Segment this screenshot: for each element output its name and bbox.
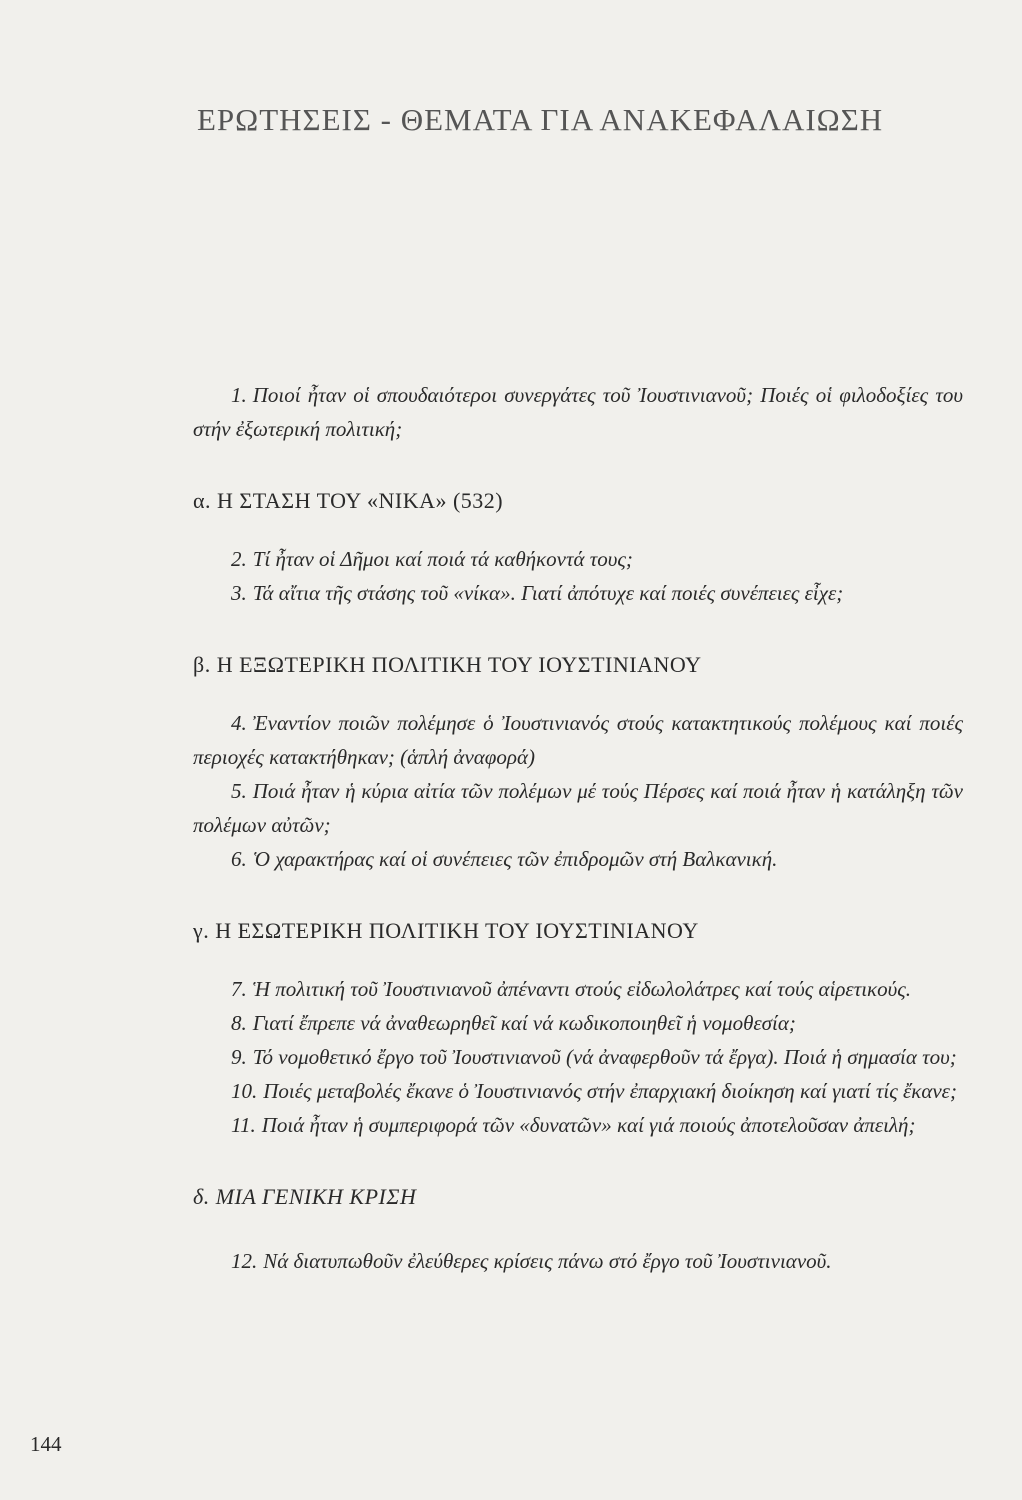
question-text: Ἡ πολιτική τοῦ Ἰουστινιανοῦ ἀπέναντι στούς εἰδωλολάτρες καί τούς αἱρετικούς. — [252, 977, 912, 1001]
question-text: Ἐναντίον ποιῶν πολέμησε ὁ Ἰουστινιανός στούς κατακτητικούς πολέμους καί ποιές περιοχές κατακτήθηκαν; (ἁπλή ἀναφορά) — [193, 711, 963, 769]
question-text: Ποιά ἦταν ἡ κύρια αἰτία τῶν πολέμων μέ τούς Πέρσες καί ποιά ἦταν ἡ κατάληξη τῶν πολέμων αὐτῶν; — [193, 779, 963, 837]
question-12 — [193, 1244, 963, 1278]
section-heading-a: α. Η ΣΤΑΣΗ ΤΟΥ «ΝΙΚΑ» (532) — [193, 488, 504, 513]
question-number: 10. — [231, 1079, 258, 1103]
question-3 — [193, 576, 963, 610]
question-number: 11. — [231, 1113, 256, 1137]
section-heading-c: γ. Η ΕΣΩΤΕΡΙΚΗ ΠΟΛΙΤΙΚΗ ΤΟΥ ΙΟΥΣΤΙΝΙΑΝΟΥ — [193, 918, 699, 943]
question-number: 6. — [231, 847, 247, 871]
page-title: ΕΡΩΤΗΣΕΙΣ - ΘΕΜΑΤΑ ΓΙΑ ΑΝΑΚΕΦΑΛΑΙΩΣΗ — [197, 102, 884, 137]
question-number: 7. — [231, 977, 247, 1001]
question-number: 1. — [231, 383, 247, 407]
question-4 — [193, 706, 963, 774]
question-number: 5. — [231, 779, 247, 803]
question-text: Ποιά ἦταν ἡ συμπεριφορά τῶν «δυνατῶν» καί γιά ποιούς ἀποτελοῦσαν ἀπειλή; — [261, 1113, 916, 1137]
question-10 — [193, 1074, 963, 1108]
page-number: 144 — [30, 1432, 62, 1456]
question-1 — [193, 378, 963, 446]
question-11 — [193, 1108, 963, 1142]
question-number: 9. — [231, 1045, 247, 1069]
question-6 — [193, 842, 963, 876]
section-heading-d: δ. ΜΙΑ ΓΕΝΙΚΗ ΚΡΙΣΗ — [193, 1184, 417, 1209]
question-9 — [193, 1040, 963, 1074]
question-text: Τά αἴτια τῆς στάσης τοῦ «νίκα». Γιατί ἀπότυχε καί ποιές συνέπειες εἶχε; — [252, 581, 844, 605]
question-2 — [193, 542, 963, 576]
question-text: Τό νομοθετικό ἔργο τοῦ Ἰουστινιανοῦ (νά ἀναφερθοῦν τά ἔργα). Ποιά ἡ σημασία του; — [252, 1045, 957, 1069]
question-8 — [193, 1006, 963, 1040]
question-number: 8. — [231, 1011, 247, 1035]
question-number: 2. — [231, 547, 247, 571]
question-text: Τί ἦταν οἱ Δῆμοι καί ποιά τά καθήκοντά τους; — [252, 547, 633, 571]
question-text: Ποιοί ἦταν οἱ σπουδαιότεροι συνεργάτες τοῦ Ἰουστινιανοῦ; Ποιές οἱ φιλοδοξίες του στήν ἐξωτερική πολιτική; — [193, 383, 963, 441]
question-text: Γιατί ἔπρεπε νά ἀναθεωρηθεῖ καί νά κωδικοποιηθεῖ ἡ νομοθεσία; — [252, 1011, 796, 1035]
question-number: 3. — [231, 581, 247, 605]
question-text: Ποιές μεταβολές ἔκανε ὁ Ἰουστινιανός στήν ἐπαρχιακή διοίκηση καί γιατί τίς ἔκανε; — [263, 1079, 957, 1103]
question-number: 4. — [231, 711, 247, 735]
questions-body — [193, 378, 963, 1278]
question-text: Ὁ χαρακτήρας καί οἱ συνέπειες τῶν ἐπιδρομῶν στή Βαλκανική. — [252, 847, 778, 871]
question-5 — [193, 774, 963, 842]
question-7 — [193, 972, 963, 1006]
section-heading-b: β. Η ΕΞΩΤΕΡΙΚΗ ΠΟΛΙΤΙΚΗ ΤΟΥ ΙΟΥΣΤΙΝΙΑΝΟΥ — [193, 652, 702, 677]
question-number: 12. — [231, 1249, 258, 1273]
question-text: Νά διατυπωθοῦν ἐλεύθερες κρίσεις πάνω στό ἔργο τοῦ Ἰουστινιανοῦ. — [263, 1249, 832, 1273]
